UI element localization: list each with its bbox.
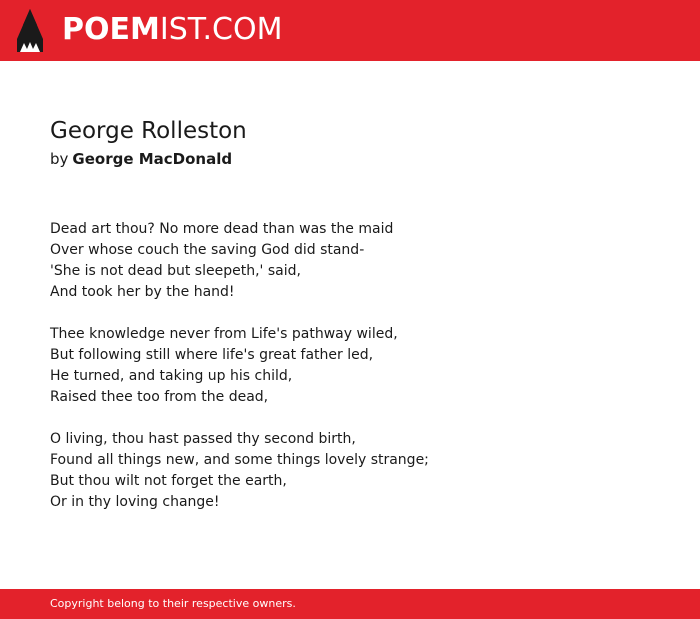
site-logo[interactable] xyxy=(62,12,282,48)
poem-line: And took her by the hand! xyxy=(50,284,235,300)
poem-line: Thee knowledge never from Life's pathway wiled, xyxy=(50,326,398,342)
by-label: by xyxy=(50,150,69,168)
poem-line: He turned, and taking up his child, xyxy=(50,368,293,384)
poem-line: Dead art thou? No more dead than was the maid xyxy=(50,221,394,237)
logo-bold-text: POEM xyxy=(62,12,160,47)
poem-line: Over whose couch the saving God did stand- xyxy=(50,242,365,258)
site-header xyxy=(0,0,700,61)
stanza xyxy=(50,429,650,513)
author-name: George MacDonald xyxy=(72,150,233,168)
poem-line: Or in thy loving change! xyxy=(50,494,220,510)
poem-line: O living, thou hast passed thy second birth, xyxy=(50,431,356,447)
poem-body xyxy=(50,219,650,534)
pencil-tip-icon[interactable] xyxy=(17,9,43,52)
stanza xyxy=(50,219,650,303)
site-footer xyxy=(0,589,700,619)
poem-line: But following still where life's great father led, xyxy=(50,347,374,363)
logo-light-text: IST.COM xyxy=(159,12,283,47)
stanza xyxy=(50,324,650,408)
poem-title: George Rolleston xyxy=(50,118,247,144)
poem-line: 'She is not dead but sleepeth,' said, xyxy=(50,263,301,279)
poem-line: Raised thee too from the dead, xyxy=(50,389,269,405)
poem-line: But thou wilt not forget the earth, xyxy=(50,473,287,489)
byline xyxy=(50,148,232,170)
copyright-text: Copyright belong to their respective owners. xyxy=(50,597,296,610)
poem-line: Found all things new, and some things lovely strange; xyxy=(50,452,429,468)
